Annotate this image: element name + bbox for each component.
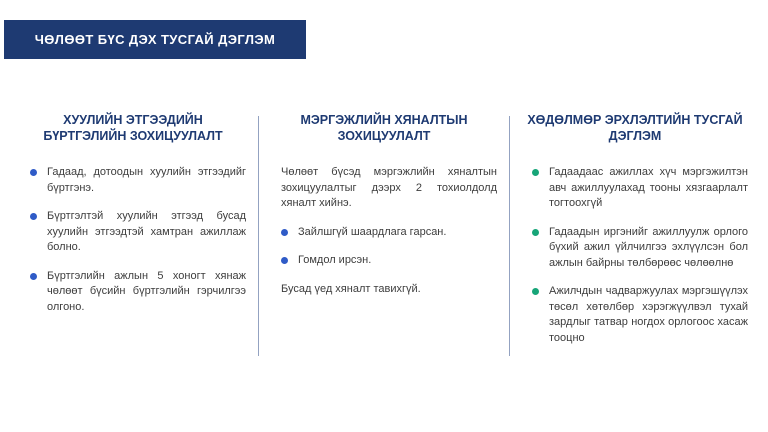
bullet-dot-icon	[281, 229, 288, 236]
bullet-item	[532, 284, 748, 346]
bullet-dot-icon	[532, 288, 539, 295]
bullet-item	[532, 225, 748, 272]
bullet-item	[30, 165, 246, 196]
bullet-dot-icon	[30, 213, 37, 220]
bullet-dot-icon	[281, 257, 288, 264]
column-title: МЭРГЭЖЛИЙН ХЯНАЛТЫН ЗОХИЦУУЛАЛТ	[300, 113, 468, 143]
column-title: ХУУЛИЙН ЭТГЭЭДИЙН БҮРТГЭЛИЙН ЗОХИЦУУЛАЛТ	[43, 113, 223, 143]
bullet-dot-icon	[30, 169, 37, 176]
bullet-text: Бүртгэлийн ажлын 5 хоногт хянаж чөлөөт бүсийн бүртгэлийн гэрчилгээ олгоно.	[47, 269, 246, 313]
bullet-text: Гадаад, дотоодын хуулийн этгээдийг бүртгэнэ.	[47, 166, 246, 194]
bullet-text: Гадаадын иргэнийг ажиллуулж орлого бүхий ажил үйлчилгээ эхлүүлсэн бол ажлын байрны төлбөрөөс чөлөөлнө	[549, 225, 748, 269]
column-title: ХӨДӨЛМӨР ЭРХЛЭЛТИЙН ТУСГАЙ ДЭГЛЭМ	[527, 113, 743, 143]
column-intro: Чөлөөт бүсэд мэргэжлийн хяналтын зохицуулалтыг дээрх 2 тохиолдолд хяналт хийнэ.	[281, 166, 497, 209]
bullet-text: Гадаадаас ажиллах хүч мэргэжилтэн авч ажиллуулахад тооны хязгаарлалт тогтоохгүй	[549, 166, 748, 209]
bullet-dot-icon	[532, 169, 539, 176]
column-professional-inspection	[259, 104, 509, 310]
column-employment-special-regime	[510, 104, 760, 359]
bullet-list	[520, 165, 750, 346]
bullet-text: Ажилчдын чадваржуулах мэргэшүүлэх төсөл хөтөлбөр хэрэгжүүлвэл тухай зардлыг татвар ногдох орлогоос хасаж тооцно	[549, 285, 748, 344]
bullet-list	[269, 225, 499, 269]
bullet-list	[18, 165, 248, 315]
bullet-text: Гомдол ирсэн.	[298, 254, 372, 266]
bullet-item	[30, 209, 246, 256]
slide-title-banner	[4, 20, 306, 59]
slide-title: ЧӨЛӨӨТ БҮС ДЭХ ТУСГАЙ ДЭГЛЭМ	[34, 32, 276, 47]
bullet-dot-icon	[30, 273, 37, 280]
bullet-item	[281, 253, 497, 269]
bullet-item	[532, 165, 748, 212]
column-outro: Бусад үед хяналт тавихгүй.	[281, 282, 421, 295]
column-legal-entity-registration	[8, 104, 258, 328]
bullet-text: Бүртгэлтэй хуулийн этгээд бусад хуулийн этгээдтэй хамтран ажиллаж болно.	[47, 210, 246, 253]
bullet-text: Зайлшгүй шаардлага гарсан.	[298, 225, 447, 238]
columns-container	[8, 104, 760, 359]
bullet-dot-icon	[532, 229, 539, 236]
bullet-item	[30, 269, 246, 316]
bullet-item	[281, 225, 497, 241]
